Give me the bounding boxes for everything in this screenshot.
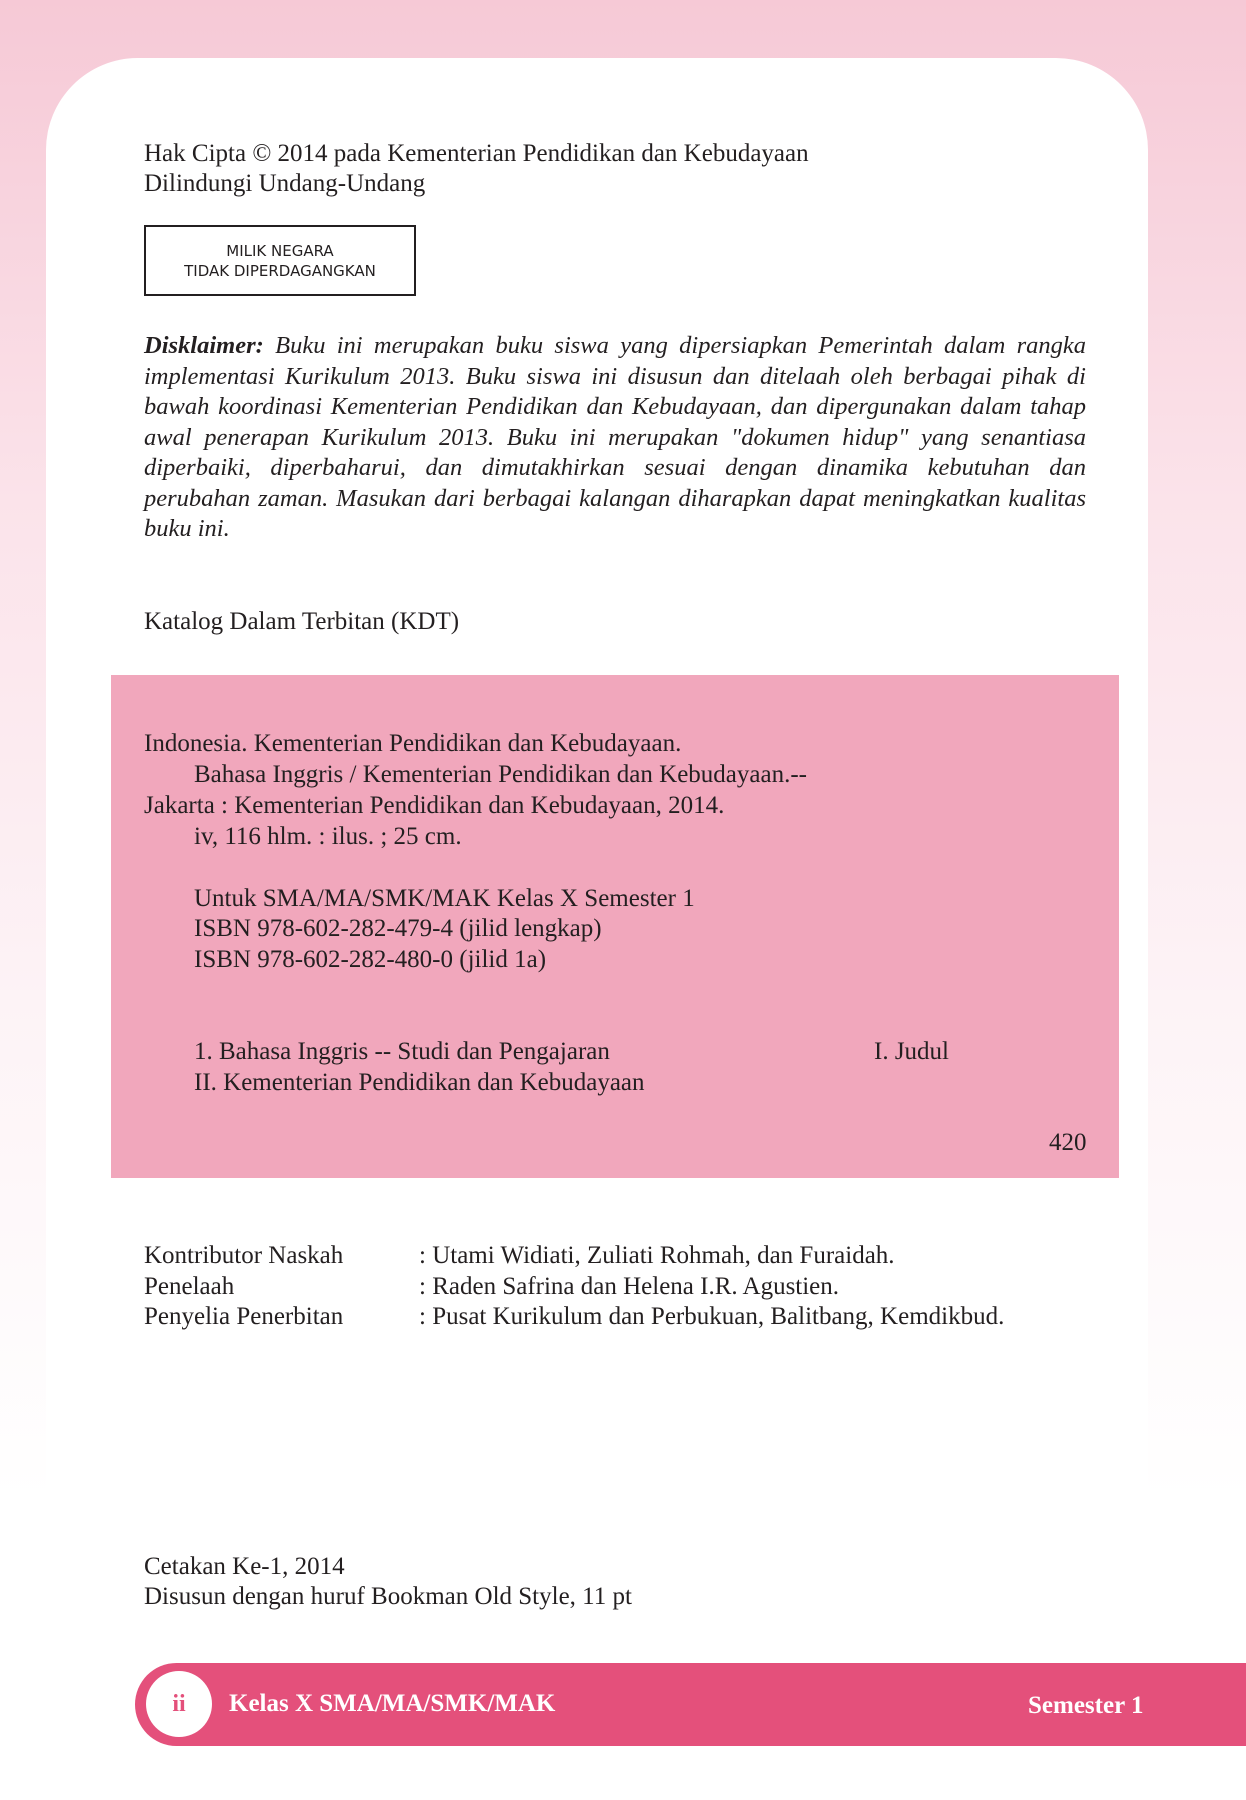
credit-row xyxy=(144,1302,1004,1333)
printing-edition: Cetakan Ke-1, 2014 xyxy=(144,1553,345,1580)
credit-value: : Raden Safrina dan Helena I.R. Agustien. xyxy=(419,1272,840,1300)
protected-by-law-line: Dilindungi Undang-Undang xyxy=(144,170,426,197)
credit-label: Kontributor Naskah xyxy=(144,1242,344,1269)
kdt-isbn-volume: ISBN 978-602-282-480-0 (jilid 1a) xyxy=(194,946,547,973)
state-property-stamp xyxy=(144,225,416,296)
stamp-line-1: MILIK NEGARA xyxy=(226,241,334,260)
stamp-line-2: TIDAK DIPERDAGANGKAN xyxy=(184,261,376,280)
kdt-publisher: Jakarta : Kementerian Pendidikan dan Kebudayaan, 2014. xyxy=(144,792,725,819)
kdt-subject-2: II. Kementerian Pendidikan dan Kebudayaan xyxy=(194,1069,645,1096)
footer-class-label: Kelas X SMA/MA/SMK/MAK xyxy=(229,1690,556,1717)
credit-row xyxy=(144,1241,1004,1272)
disclaimer-label: Disklaimer: xyxy=(144,332,264,359)
page-number: ii xyxy=(146,1671,212,1737)
printing-typeface: Disusun dengan huruf Bookman Old Style, 11 pt xyxy=(144,1583,632,1610)
credit-value: : Utami Widiati, Zuliati Rohmah, dan Furaidah. xyxy=(419,1242,895,1269)
copyright-line: Hak Cipta © 2014 pada Kementerian Pendidikan dan Kebudayaan xyxy=(144,140,809,167)
credit-row xyxy=(144,1272,1004,1303)
kdt-title-entry: I. Judul xyxy=(874,1038,949,1065)
credit-label: Penyelia Penerbitan xyxy=(144,1303,344,1330)
disclaimer-paragraph xyxy=(144,331,1086,545)
footer-semester: Semester 1 xyxy=(1028,1692,1144,1719)
kdt-class-number: 420 xyxy=(1049,1129,1087,1156)
disclaimer-text: Buku ini merupakan buku siswa yang dipersiapkan Pemerintah dalam rangka implementasi Kurikulum 2013. Buku siswa ini disusun dan ditelaah oleh berbagai pihak di bawah koordinasi Kementerian Pendidikan dan Kebudayaan, dan dipergunakan dalam tahap awal penerapan Kurikulum 2013. Buku ini merupakan "dokumen hidup" yang senantiasa diperbaiki, diperbaharui, dan dimutakhirkan sesuai dengan dinamika kebutuhan dan perubahan zaman. Masukan dari berbagai kalangan diharapkan dapat meningkatkan kualitas buku ini. xyxy=(144,332,1086,542)
kdt-author: Indonesia. Kementerian Pendidikan dan Kebudayaan. xyxy=(144,730,682,757)
kdt-isbn-full-set: ISBN 978-602-282-479-4 (jilid lengkap) xyxy=(194,915,602,942)
credit-value: : Pusat Kurikulum dan Perbukuan, Balitbang, Kemdikbud. xyxy=(419,1303,1005,1330)
kdt-subject-1: 1. Bahasa Inggris -- Studi dan Pengajaran xyxy=(194,1038,610,1065)
credits-list xyxy=(144,1241,1004,1333)
kdt-audience: Untuk SMA/MA/SMK/MAK Kelas X Semester 1 xyxy=(194,885,695,912)
kdt-physical-description: iv, 116 hlm. : ilus. ; 25 cm. xyxy=(194,823,462,850)
kdt-title-line: Bahasa Inggris / Kementerian Pendidikan dan Kebudayaan.-- xyxy=(194,761,807,788)
kdt-heading: Katalog Dalam Terbitan (KDT) xyxy=(144,608,460,635)
credit-label: Penelaah xyxy=(144,1272,235,1300)
